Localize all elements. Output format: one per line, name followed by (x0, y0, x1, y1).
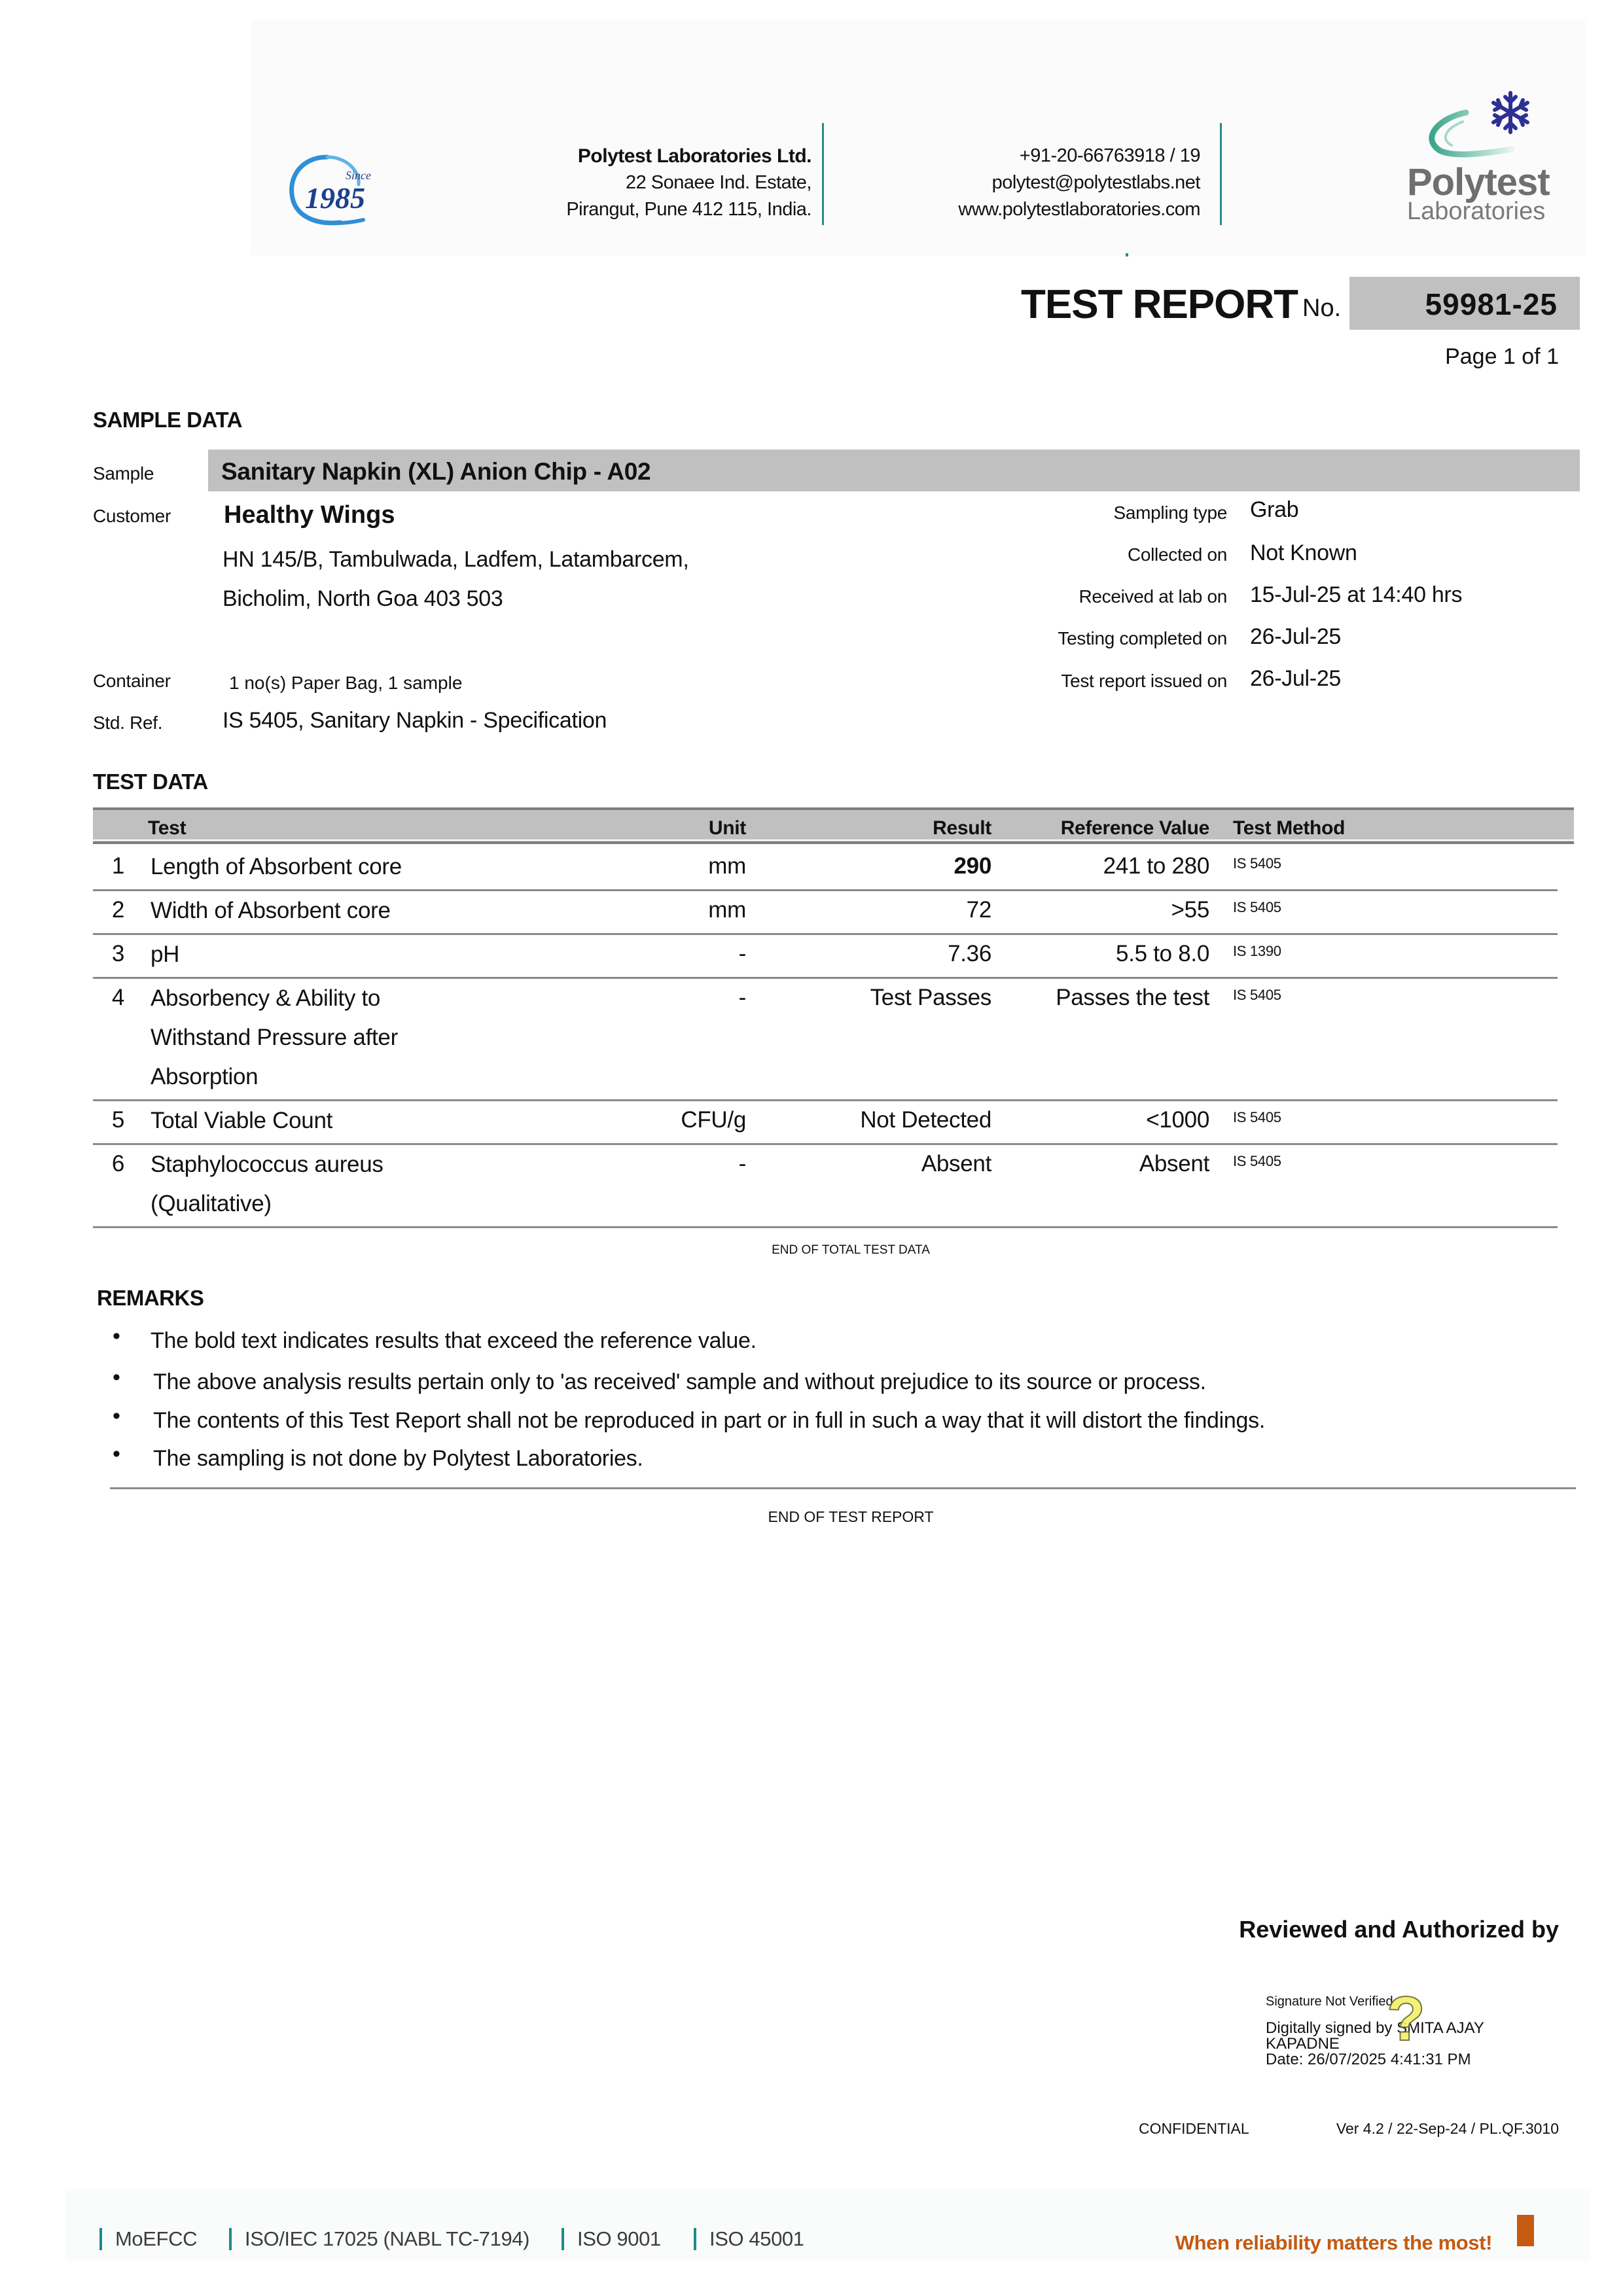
test-unit: CFU/g (681, 1107, 746, 1133)
sampling-type-label: Sampling type (1113, 503, 1227, 523)
test-result: 72 (966, 897, 991, 923)
testing-completed-label: Testing completed on (1058, 628, 1227, 648)
decorative-dot (1126, 253, 1128, 256)
received-at-lab-value: 15-Jul-25 at 14:40 hrs (1250, 582, 1463, 607)
test-name-line: Absorption (151, 1064, 259, 1089)
document-version: Ver 4.2 / 22-Sep-24 / PL.QF.3010 (1336, 2120, 1559, 2137)
cert-moefcc: MoEFCC (99, 2228, 197, 2250)
remarks-heading: REMARKS (97, 1286, 204, 1310)
test-name: Total Viable Count (151, 1108, 333, 1133)
row-number: 1 (111, 853, 124, 879)
test-result: 290 (954, 853, 991, 879)
company-phone: +91-20-66763918 / 19 (1019, 145, 1200, 166)
test-name-line: Staphylococcus aureus (151, 1152, 383, 1177)
digital-signature-block[interactable] (1266, 1994, 1484, 2068)
report-no-label: No. (1302, 294, 1342, 322)
since-1985-logo (281, 152, 386, 230)
customer-label: Customer (93, 506, 171, 526)
footer-accent-block (1517, 2215, 1534, 2246)
remark-item: The contents of this Test Report shall not be reproduced in part or in full in such a way that it will distort the findings. (153, 1408, 1265, 1433)
test-method: IS 5405 (1233, 1153, 1281, 1169)
sample-data-heading: SAMPLE DATA (93, 408, 242, 432)
test-unit: - (738, 1151, 746, 1176)
company-name: Polytest Laboratories Ltd. (577, 145, 812, 167)
bullet-icon: • (113, 1441, 120, 1466)
test-data-heading: TEST DATA (93, 769, 208, 794)
test-name: Length of Absorbent core (151, 854, 402, 879)
header-rule-gap (93, 839, 1574, 841)
test-name: pH (151, 942, 180, 967)
testing-completed-value: 26-Jul-25 (1250, 624, 1342, 649)
col-header-reference: Reference Value (1060, 817, 1209, 839)
test-name-multiline (151, 1145, 543, 1224)
test-name-line: Withstand Pressure after (151, 1025, 398, 1050)
end-of-test-data-note: END OF TOTAL TEST DATA (772, 1243, 930, 1257)
test-reference: <1000 (1146, 1107, 1209, 1133)
sample-label: Sample (93, 463, 154, 484)
test-result: Absent (921, 1151, 991, 1176)
std-ref-label: Std. Ref. (93, 713, 163, 733)
page-indicator: Page 1 of 1 (1445, 344, 1559, 369)
letterhead-divider (822, 123, 824, 225)
test-name-multiline (151, 979, 543, 1097)
snowflake-swoosh-icon (1400, 85, 1564, 164)
laboratories-logo-word: Laboratories (1407, 198, 1546, 225)
col-header-method: Test Method (1233, 817, 1346, 839)
container-value: 1 no(s) Paper Bag, 1 sample (229, 673, 463, 693)
test-unit: - (738, 985, 746, 1010)
confidential-label: CONFIDENTIAL (1139, 2120, 1249, 2137)
remark-item: The bold text indicates results that exceed the reference value. (151, 1328, 757, 1353)
test-unit: mm (708, 853, 746, 879)
bullet-icon: • (113, 1365, 120, 1390)
received-at-lab-label: Received at lab on (1079, 586, 1227, 607)
customer-address-line1: HN 145/B, Tambulwada, Ladfem, Latambarcem, (223, 547, 689, 572)
company-address-block (510, 143, 812, 223)
col-header-unit: Unit (708, 817, 746, 839)
signed-by-line2: KAPADNE (1266, 2035, 1340, 2053)
remarks-divider (110, 1487, 1576, 1489)
row-divider (93, 1226, 1558, 1228)
container-label: Container (93, 671, 171, 691)
polytest-logo-word: Polytest (1407, 161, 1550, 203)
test-reference: 241 to 280 (1103, 853, 1209, 879)
row-number: 3 (111, 941, 124, 966)
company-address-line1: 22 Sonaee Ind. Estate, (625, 172, 812, 193)
signature-status: Signature Not Verified (1266, 1994, 1393, 2009)
signature-unverified-question-icon (1384, 1983, 1423, 2048)
svg-text:?: ? (1387, 1984, 1423, 2048)
signature-date: Date: 26/07/2025 4:41:31 PM (1266, 2051, 1471, 2068)
customer-address-line2: Bicholim, North Goa 403 503 (223, 586, 503, 611)
polytest-logo (1400, 85, 1564, 236)
test-method: IS 5405 (1233, 855, 1281, 872)
test-name-line: (Qualitative) (151, 1191, 272, 1216)
report-issued-value: 26-Jul-25 (1250, 666, 1342, 691)
footer-tagline: When reliability matters the most! (1175, 2231, 1492, 2254)
cert-iso-9001: ISO 9001 (562, 2228, 661, 2250)
test-table-header (93, 807, 1574, 844)
sample-value: Sanitary Napkin (XL) Anion Chip - A02 (221, 458, 651, 485)
row-number: 2 (111, 897, 124, 923)
row-number: 5 (111, 1107, 124, 1133)
svg-text:1985: 1985 (305, 181, 365, 215)
end-of-report-note: END OF TEST REPORT (768, 1508, 934, 1525)
collected-on-value: Not Known (1250, 540, 1357, 565)
svg-text:Since: Since (346, 169, 371, 182)
collected-on-label: Collected on (1127, 544, 1227, 565)
sampling-type-value: Grab (1250, 497, 1299, 522)
test-reference: 5.5 to 8.0 (1116, 941, 1209, 966)
row-number: 6 (111, 1151, 124, 1176)
authorization-heading: Reviewed and Authorized by (1239, 1916, 1559, 1943)
cert-iso-45001: ISO 45001 (694, 2228, 804, 2250)
report-title: TEST REPORT (1021, 282, 1298, 327)
test-method: IS 5405 (1233, 899, 1281, 915)
test-reference: >55 (1171, 897, 1209, 923)
test-reference: Passes the test (1056, 985, 1209, 1010)
signed-by-line1: Digitally signed by SMITA AJAY (1266, 2019, 1484, 2037)
test-unit: - (738, 941, 746, 966)
company-email[interactable]: polytest@polytestlabs.net (991, 172, 1200, 193)
report-number: 59981-25 (1425, 287, 1558, 321)
company-website[interactable]: www.polytestlaboratories.com (958, 199, 1200, 220)
test-method: IS 1390 (1233, 943, 1281, 959)
test-result: Not Detected (860, 1107, 991, 1133)
test-method: IS 5405 (1233, 987, 1281, 1003)
test-name: Width of Absorbent core (151, 898, 391, 923)
test-result: 7.36 (948, 941, 991, 966)
company-contact-block (851, 143, 1200, 223)
bullet-icon: • (113, 1404, 120, 1428)
remark-item: The above analysis results pertain only to 'as received' sample and without prejudice to its source or process. (153, 1369, 1206, 1394)
customer-name: Healthy Wings (224, 501, 395, 529)
row-number: 4 (111, 985, 124, 1010)
test-unit: mm (708, 897, 746, 923)
col-header-test: Test (148, 817, 187, 839)
company-address-line2: Pirangut, Pune 412 115, India. (566, 199, 812, 220)
remark-item: The sampling is not done by Polytest Laboratories. (153, 1446, 643, 1471)
test-method: IS 5405 (1233, 1109, 1281, 1125)
letterhead-divider (1220, 123, 1222, 225)
report-issued-label: Test report issued on (1061, 671, 1227, 691)
test-name-line: Absorbency & Ability to (151, 985, 381, 1011)
test-result: Test Passes (870, 985, 991, 1010)
cert-iso-17025: ISO/IEC 17025 (NABL TC-7194) (229, 2228, 529, 2250)
bullet-icon: • (113, 1324, 120, 1349)
std-ref-value: IS 5405, Sanitary Napkin - Specification (223, 708, 607, 733)
test-reference: Absent (1139, 1151, 1209, 1176)
col-header-result: Result (933, 817, 991, 839)
